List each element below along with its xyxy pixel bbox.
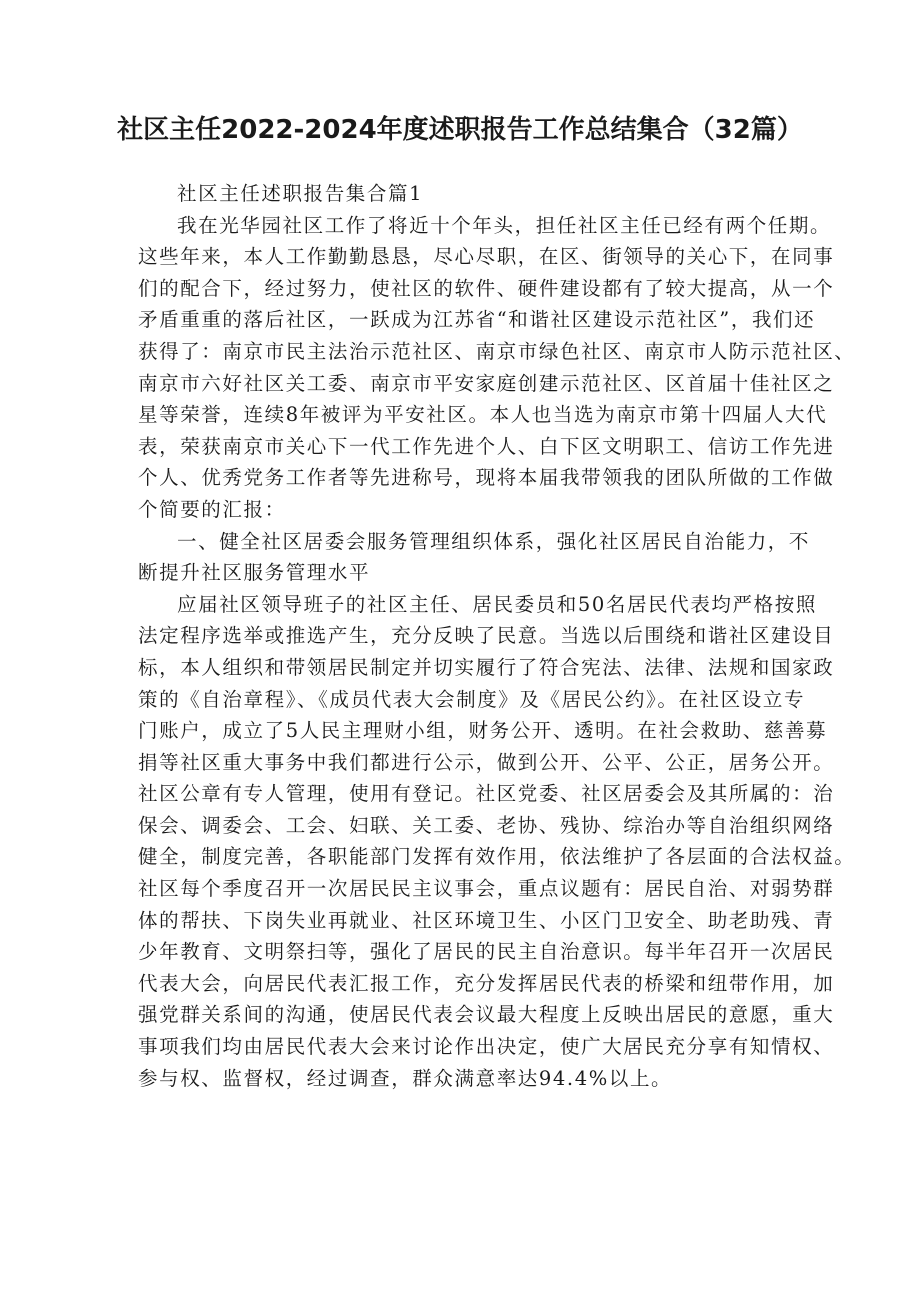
paragraph-line: 体的帮扶、下岗失业再就业、社区环境卫生、小区门卫安全、助老助残、青 xyxy=(138,908,835,932)
paragraph-line: 个人、优秀党务工作者等先进称号，现将本届我带领我的团队所做的工作做 xyxy=(138,466,835,490)
paragraph-line: 参与权、监督权，经过调查，群众满意率达94.4%以上。 xyxy=(138,1066,673,1090)
heading-1 xyxy=(138,526,811,589)
heading-line: 一、健全社区居委会服务管理组织体系，强化社区居民自治能力，不 xyxy=(177,529,811,553)
paragraph-line: 少年教育、文明祭扫等，强化了居民的民主自治意识。每半年召开一次居民 xyxy=(138,940,835,964)
paragraph-line: 事项我们均由居民代表大会来讨论作出决定，使广大居民充分享有知情权、 xyxy=(138,1035,835,1059)
paragraph-line: 法定程序选举或推选产生，充分反映了民意。当选以后围绕和谐社区建设目 xyxy=(138,624,835,648)
paragraph-line: 表，荣获南京市关心下一代工作先进个人、白下区文明职工、信访工作先进 xyxy=(138,434,835,458)
paragraph-line: 们的配合下，经过努力，使社区的软件、硬件建设都有了较大提高，从一个 xyxy=(138,276,835,300)
paragraph-line: 矛盾重重的落后社区，一跃成为江苏省“和谐社区建设示范社区”，我们还 xyxy=(138,308,816,332)
paragraph-line: 这些年来，本人工作勤勤恳恳，尽心尽职，在区、街领导的关心下，在同事 xyxy=(138,245,835,269)
document-body xyxy=(138,178,856,1094)
paragraph-line: 健全，制度完善，各职能部门发挥有效作用，依法维护了各层面的合法权益。 xyxy=(138,845,856,869)
paragraph-line: 获得了：南京市民主法治示范社区、南京市绿色社区、南京市人防示范社区、 xyxy=(138,339,856,363)
paragraph-line: 应届社区领导班子的社区主任、居民委员和50名居民代表均严格按照 xyxy=(177,592,817,616)
paragraph-line: 标，本人组织和带领居民制定并切实履行了符合宪法、法律、法规和国家政 xyxy=(138,655,835,679)
heading-line: 断提升社区服务管理水平 xyxy=(138,561,371,585)
paragraph-line: 强党群关系间的沟通，使居民代表会议最大程度上反映出居民的意愿，重大 xyxy=(138,1003,835,1027)
paragraph-line: 南京市六好社区关工委、南京市平安家庭创建示范社区、区首届十佳社区之 xyxy=(138,371,835,395)
document-title: 社区主任2022-2024年度述职报告工作总结集合（32篇） xyxy=(117,115,803,145)
paragraph-line: 代表大会，向居民代表汇报工作，充分发挥居民代表的桥梁和纽带作用，加 xyxy=(138,971,835,995)
paragraph-line: 个简要的汇报： xyxy=(138,497,286,521)
paragraph-line: 策的《自治章程》、《成员代表大会制度》及《居民公约》。在社区设立专 xyxy=(138,687,806,711)
paragraph-line: 社区公章有专人管理，使用有登记。社区党委、社区居委会及其所属的：治 xyxy=(138,782,835,806)
section-heading: 社区主任述职报告集合篇1 xyxy=(177,182,424,205)
paragraph-line: 社区每个季度召开一次居民民主议事会，重点议题有：居民自治、对弱势群 xyxy=(138,877,835,901)
paragraph-line: 我在光华园社区工作了将近十个年头，担任社区主任已经有两个任期。 xyxy=(177,213,832,237)
paragraph-line: 星等荣誉，连续8年被评为平安社区。本人也当选为南京市第十四届人大代 xyxy=(138,403,828,427)
paragraph-2 xyxy=(138,589,856,1095)
paragraph-line: 门账户，成立了5人民主理财小组，财务公开、透明。在社会救助、慈善募 xyxy=(138,719,828,743)
paragraph-line: 保会、调委会、工会、妇联、关工委、老协、残协、综治办等自治组织网络 xyxy=(138,813,835,837)
paragraph-1 xyxy=(138,210,856,526)
paragraph-line: 捐等社区重大事务中我们都进行公示，做到公开、公平、公正，居务公开。 xyxy=(138,750,835,774)
